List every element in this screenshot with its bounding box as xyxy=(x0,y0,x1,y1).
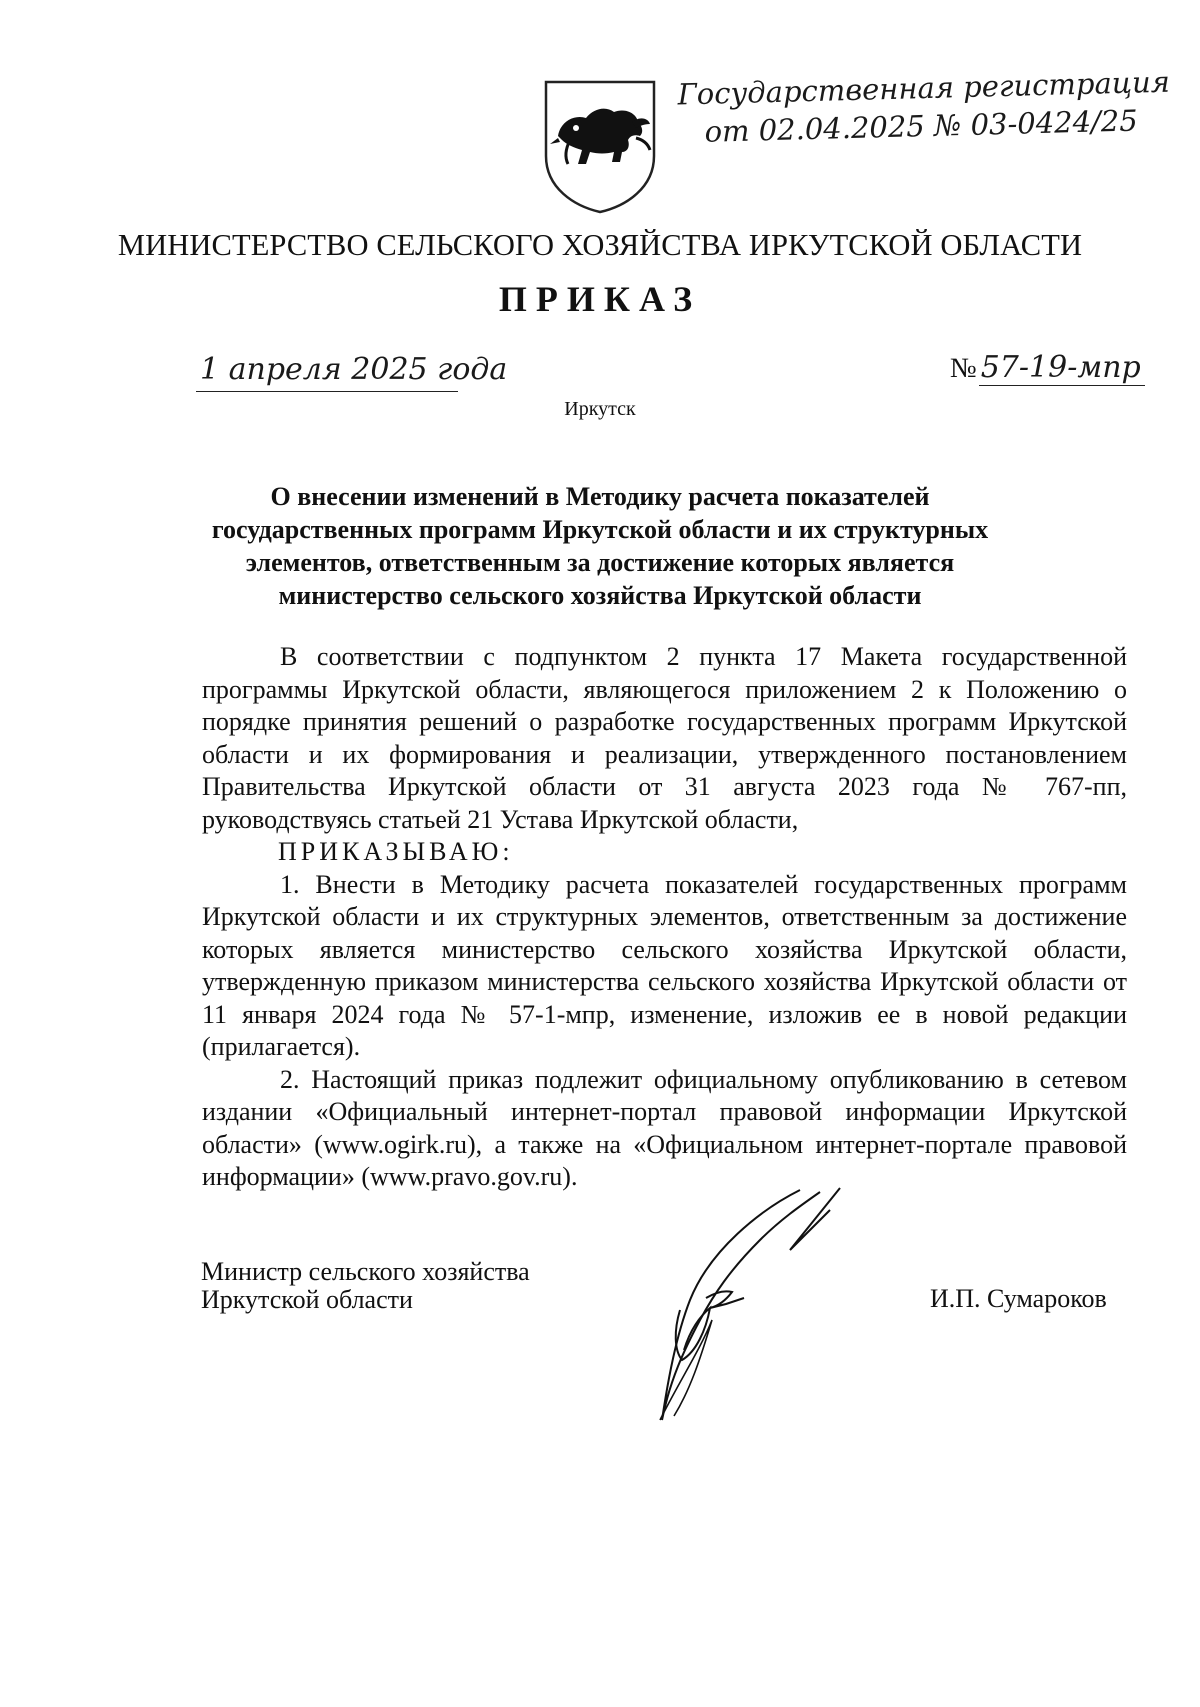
signer-position-line1: Министр сельского хозяйства xyxy=(201,1257,530,1286)
item-1-paragraph: 1. Внести в Методику расчета показателей государственных программ Иркутской области и их структурных элементов, ответственным за достижение которых является министерство сельского хозяйства Иркутской области, утвержденную приказом министерства сельского хозяйства Иркутской области от 11 января 2024 года № 57-1-мпр, изменение, изложив ее в новой редакции (прилагается). xyxy=(202,869,1127,1061)
date-underline xyxy=(196,391,458,392)
registration-note-line1: Государственная регистрация xyxy=(677,64,1171,112)
irkutsk-coat-of-arms-icon xyxy=(540,78,660,214)
command-line: ПРИКАЗЫВАЮ: xyxy=(278,837,514,866)
order-number xyxy=(950,350,1145,386)
registration-note-line2: от 02.04.2025 № 03-0424/25 xyxy=(704,103,1139,149)
order-date: 1 апреля 2025 года xyxy=(200,352,508,387)
number-sign: № xyxy=(950,353,977,384)
handwritten-signature-icon xyxy=(640,1180,870,1430)
ministry-name: МИНИСТЕРСТВО СЕЛЬСКОГО ХОЗЯЙСТВА ИРКУТСКОЙ ОБЛАСТИ xyxy=(117,228,1083,262)
signer-position-line2: Иркутской области xyxy=(201,1285,413,1314)
city: Иркутск xyxy=(564,398,636,420)
order-number-value: 57-19-мпр xyxy=(979,350,1145,386)
item-2-paragraph: 2. Настоящий приказ подлежит официальному опубликованию в сетевом издании «Официальный интернет-портал правовой информации Иркутской области» (www.ogirk.ru), а также на «Официальном интернет-портале правовой информации» (www.pravo.gov.ru). xyxy=(202,1064,1127,1191)
order-body xyxy=(202,641,1127,1194)
order-subject: О внесении изменений в Методику расчета показателей государственных программ Иркутской области и их структурных элементов, ответственным за достижение которых является министерство сельского хозяйства Иркутской области xyxy=(211,482,989,610)
document-type-title: ПРИКАЗ xyxy=(498,279,702,319)
signer-name: И.П. Сумароков xyxy=(930,1284,1107,1313)
preamble-paragraph: В соответствии с подпунктом 2 пункта 17 Макета государственной программы Иркутской области, являющегося приложением 2 к Положению о порядке принятия решений о разработке государственных программ Иркутской области и их формирования и реализации, утвержденного постановлением Правительства Иркутской области от 31 августа 2023 года № 767-пп, руководствуясь статьей 21 Устава Иркутской области, xyxy=(202,642,1127,834)
registration-note xyxy=(677,64,1171,152)
signer-position xyxy=(201,1258,530,1314)
